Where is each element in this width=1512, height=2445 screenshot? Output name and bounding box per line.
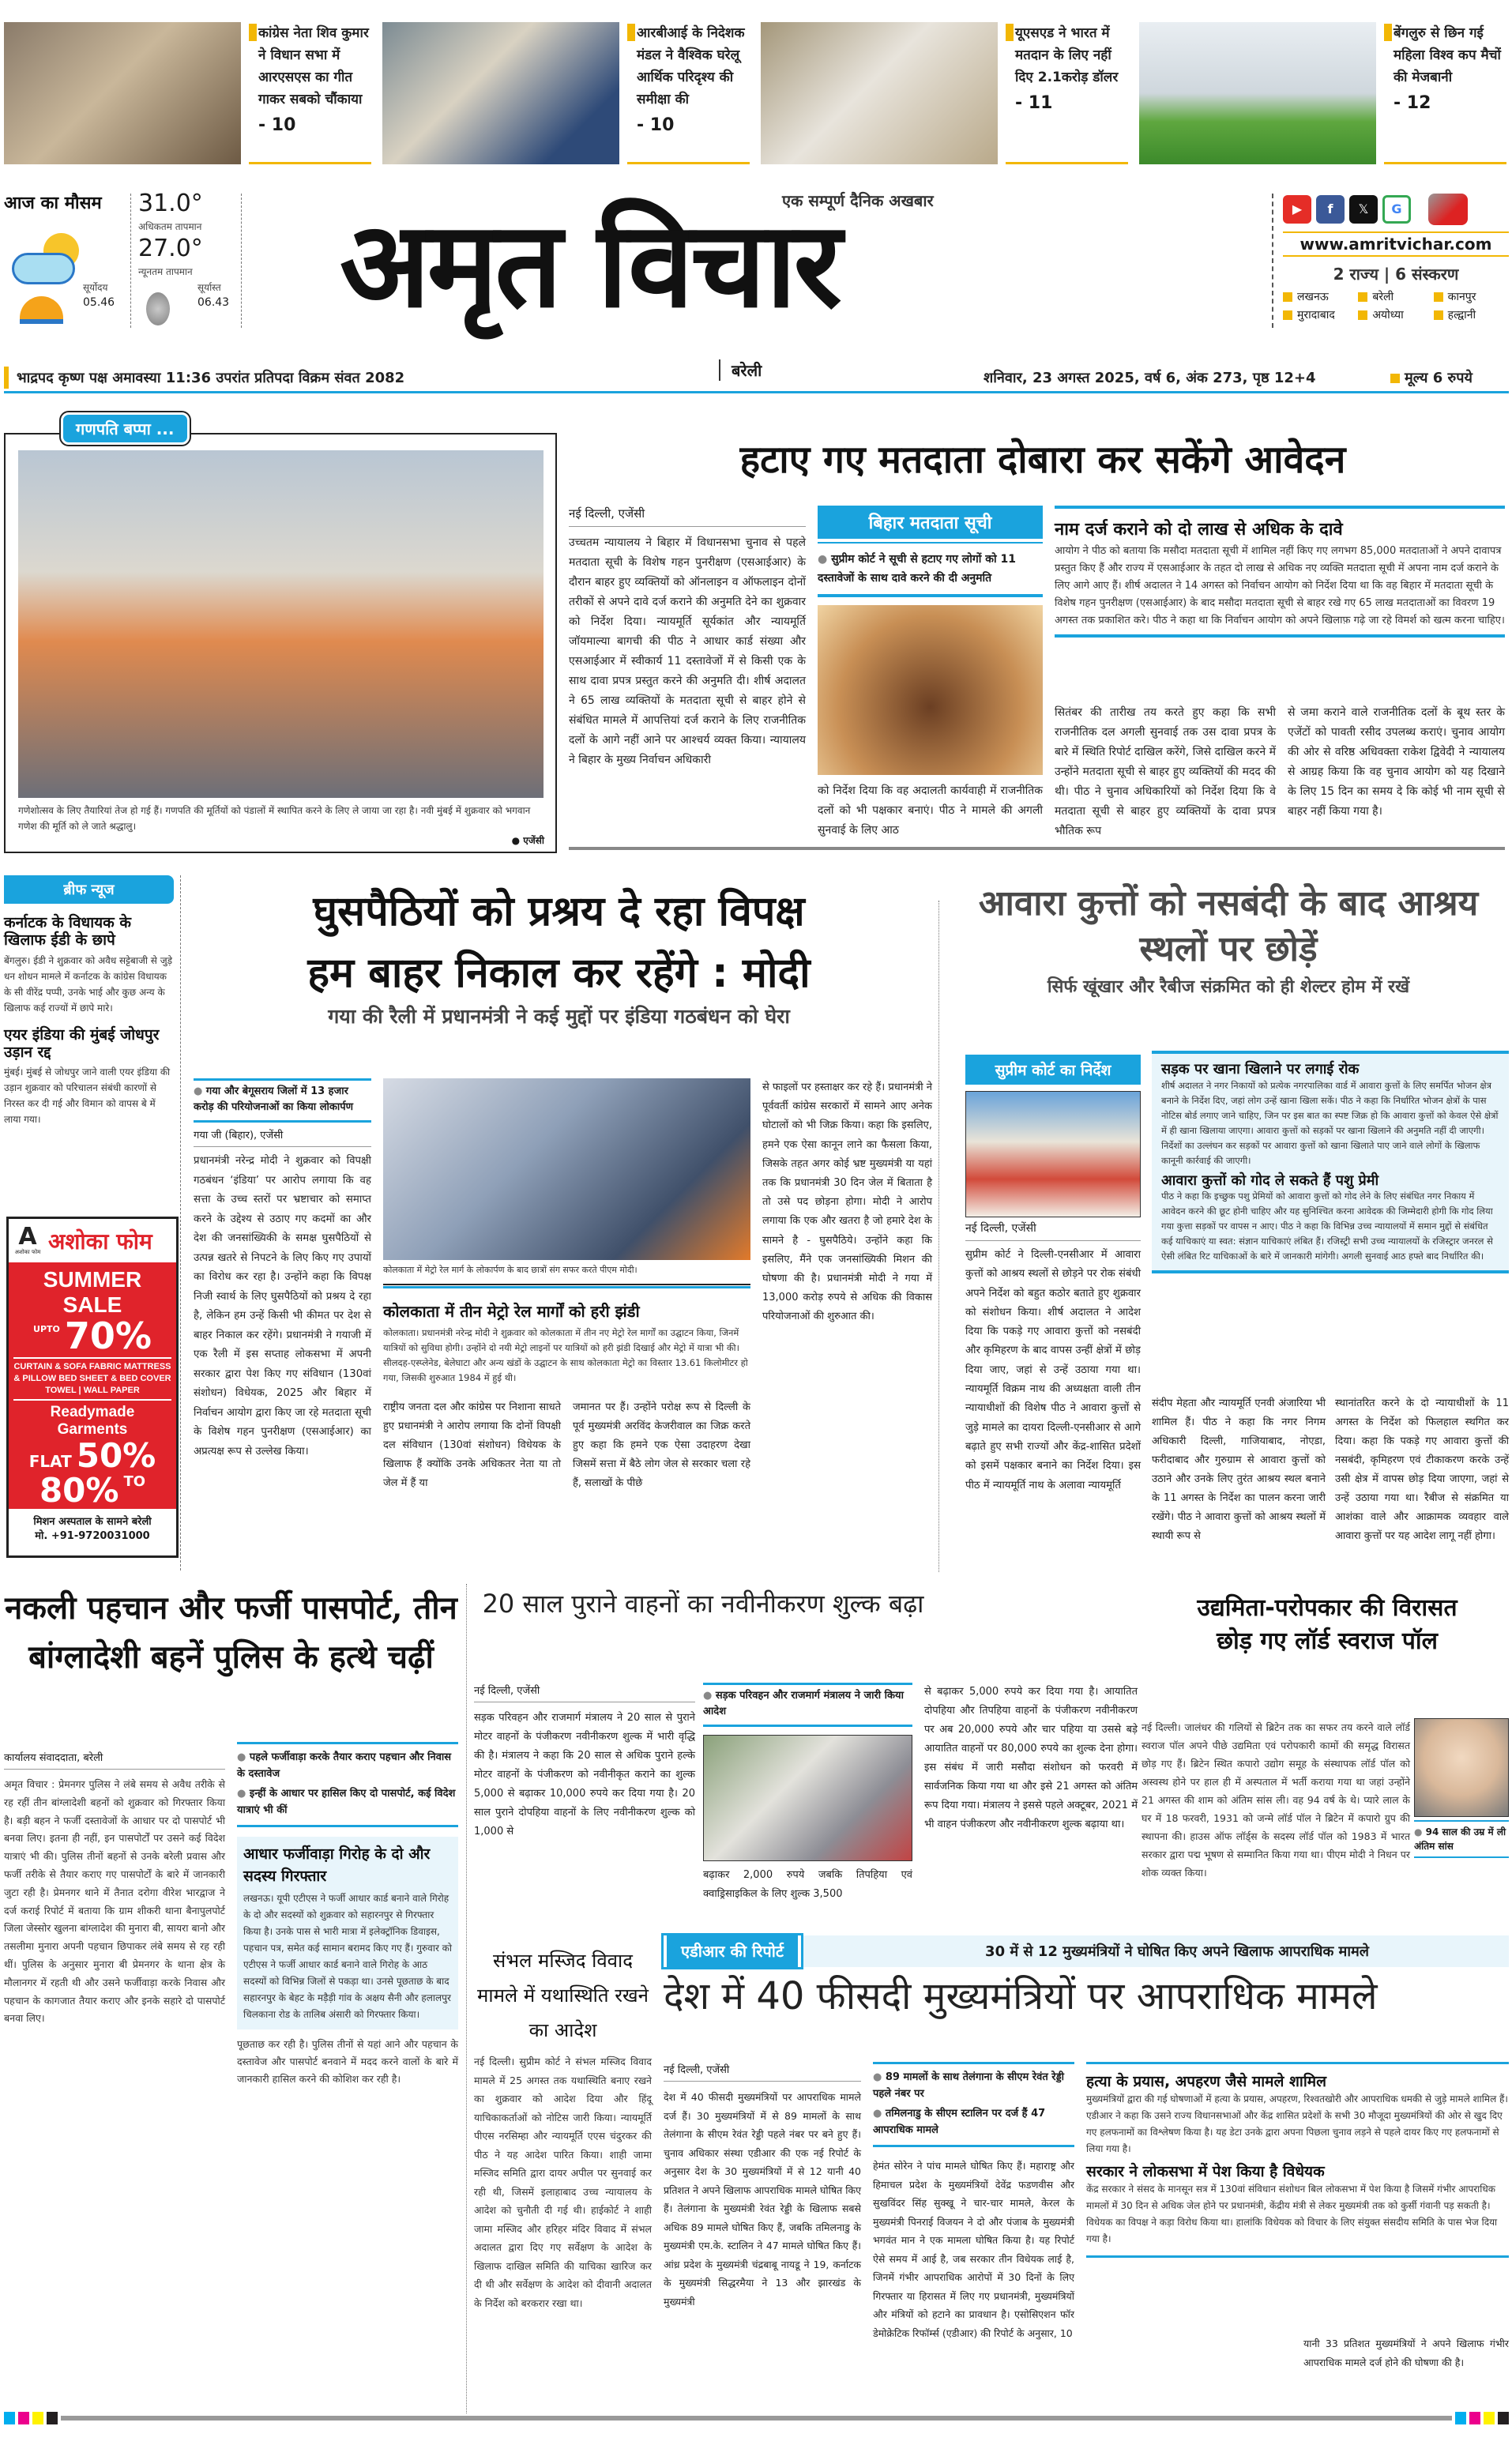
weather-box <box>4 190 241 328</box>
max-temp: 31.0° <box>138 190 203 217</box>
modi-col3 <box>573 1398 750 1493</box>
voters-story <box>581 438 1505 482</box>
teaser-text: आरबीआई के निदेशक मंडल ने वैश्विक घरेलू आर्थिक परिदृश्य की समीक्षा की <box>637 25 745 107</box>
vehicle-headline[interactable]: 20 साल पुराने वाहनों का नवीनीकरण शुल्क बढ़ा <box>482 1589 924 1619</box>
max-temp-label: अधिकतम तापमान <box>138 221 202 232</box>
voters-text-2: को निर्देश दिया कि वह अदालती कार्यवाही में राजनीतिक दलों को भी पक्षकार बनाएं। पीठ ने मामले की अगली सुनवाई के लिए आठ <box>818 784 1043 837</box>
adr-text-3: यानी 33 प्रतिशत मुख्यमंत्रियों ने अपने खिलाफ गंभीर आपराधिक मामले दर्ज होने की घोषणा की है। <box>1303 2338 1509 2368</box>
x-icon[interactable]: 𝕏 <box>1349 195 1378 224</box>
ad-brand: अशोका फोम <box>48 1228 152 1254</box>
edition-city-item: अयोध्या <box>1358 307 1433 322</box>
modi-headline-2[interactable]: हम बाहर निकाल कर रहेंगे : मोदी <box>307 950 811 997</box>
dogs-side-text-1: शीर्ष अदालत ने नगर निकायों को प्रत्येक नगरपालिका वार्ड में आवारा कुत्तों के लिए समर्पित भोजन क्षेत्र बनाने के निर्देश दिए, जहां लोग उन्हें खाना खिला सकें। पीठ ने कहा कि निर्धारित भोजन क्षेत्रों के पास नोटिस बोर्ड लगाए जाने चाहिए, जिन पर इस बात का स्पष्ट जिक्र हो कि आवारा कुत्तों को केवल ऐसे क्षेत्रों में ही खाना खिलाया जाएगा। आवारा कुत्तों को सड़कों पर खाना खिलाने की अनुमति नहीं दी जाएगी। निर्देशों का उल्लंघन कर सड़कों पर आवारा कुत्तों को खाना खिलाते पाए जाने वाले लोगों के खिलाफ कानूनी कार्रवाई की जाएगी। <box>1161 1079 1499 1166</box>
ad-upto: UPTO <box>33 1324 60 1334</box>
modi-dateline: गया जी (बिहार), एजेंसी <box>194 1127 371 1147</box>
ad-items: CURTAIN & SOFA FABRIC MATTRESS & PILLOW BED SHEET & BED COVER TOWEL | WALL PAPER <box>13 1357 171 1401</box>
vehicle-col2 <box>703 1683 912 1904</box>
ganpati-tag: गणपति बप्पा ... <box>61 412 190 445</box>
modi-bullet: ● गया और बेगूसराय जिलों में 13 हजार करोड़ की परियोजनाओं का किया लोकार्पण <box>194 1084 371 1123</box>
sambhal-text: नई दिल्ली। सुप्रीम कोर्ट ने संभल मस्जिद विवाद मामले में 25 अगस्त तक यथास्थिति बनाए रखने का शुक्रवार को आदेश दिया और हिंदू याचिकाकर्ताओं को नोटिस जारी किया। न्यायमूर्ति पीएस नरसिम्हा और न्यायमूर्ति एएस चंदुरकर की पीठ ने यह आदेश पारित किया। शाही जामा मस्जिद समिति द्वारा दायर अपील पर सुनवाई कर रही थी, जिसमें इलाहाबाद उच्च न्यायालय के आदेश को चुनौती दी गई थी। हाईकोर्ट ने शाही जामा मस्जिद और हरिहर मंदिर विवाद में संभल अदालत द्वारा दिए गए सर्वेक्षण के आदेश के खिलाफ दाखिल समिति की याचिका खारिज कर दी थी और सर्वेक्षण के आदेश को दीवानी अदालत के निर्देश को बरकरार रखा था। <box>474 2056 652 2309</box>
metro-text: कोलकाता। प्रधानमंत्री नरेन्द्र मोदी ने शुक्रवार को कोलकाता में तीन नए मेट्रो रेल मार्गों का उद्घाटन किया, जिनमें यात्रियों को सुविधा होगी। उन्होंने दो नयी मेट्रो लाइनों पर यात्रियों को हरी झंडी दिखाई और मेट्रो में यात्रा भी की। सीलदह-एस्प्लेनेड, बेलेघाटा और अन्य खंडों के उद्घाटन के साथ कोलकाता मेट्रो का विस्तार 13.61 किलोमीटर हो गया, जिसकी शुरुआत 1984 में हुई थी। <box>383 1327 748 1383</box>
ad-to: TO <box>123 1473 146 1490</box>
edition-city-item: लखनऊ <box>1283 289 1358 304</box>
website-link[interactable]: www.amritvichar.com <box>1283 231 1509 257</box>
ad-80: 80% <box>39 1471 119 1510</box>
voters-text-4: से जमा कराने वाले राजनीतिक दलों के बूथ स्तर के एजेंटों को पावती रसीद उपलब्ध कराएं। चुनाव आयोग की ओर से वरिष्ठ अधिवक्ता राकेश द्विवेदी ने न्यायालय से आग्रह किया कि वह चुनाव आयोग को यह दिखाने के लिए 15 दिन का समय दे कि कोई भी नाम सूची से बाहर नहीं किया गया है। <box>1288 706 1505 818</box>
voters-col2 <box>818 506 1043 841</box>
metro-photo <box>383 1078 750 1260</box>
voters-text-3: सितंबर की तारीख तय करते हुए कहा कि सभी राजनीतिक दल अगली सुनवाई तक उस दावा प्रपत्र के बारे में स्थिति रिपोर्ट दाखिल करेंगे, जिसे दाखिल करने में उन्होंने मतदाता सूची से बाहर हुए व्यक्तियों की मदद की थी। पीठ ने चुनाव अधिकारियों को निर्देश दिया कि वे मतदाता सूची से बाहर हुए व्यक्तियों के दावा प्रपत्र भौतिक रूप <box>1055 706 1276 837</box>
adr-col3 <box>1303 2334 1509 2372</box>
youtube-icon[interactable]: ▶ <box>1283 195 1311 224</box>
adr-bullet: ● 89 मामलों के साथ तेलंगाना के सीएम रेवंत रेड्डी पहले नंबर पर <box>873 2069 1074 2102</box>
traffic-photo <box>703 1735 912 1861</box>
brief-headline[interactable]: कर्नाटक के विधायक के खिलाफ ईडी के छापे <box>4 914 131 949</box>
modi-text-4: से फाइलों पर हस्ताक्षर कर रहे हैं। प्रधानमंत्री ने पूर्ववर्ती कांग्रेस सरकारों में सामने आए अनेक घोटालों को भी जिक्र किया। कहा कि इसलिए, हमने एक ऐसा कानून लाने का फैसला किया, जिसके तहत अगर कोई भ्रष्ट मुख्यमंत्री या यहां तक कि प्रधानमंत्री 30 दिन जेल में बिताता है तो उसे पद छोड़ना होगा। मोदी ने आरोप लगाया कि एक और खतरा है जो हमारे देश के सामने है - घुसपैठिये। उन्होंने कहा कि इसलिए, मैंने एक जनसांख्यिकी मिशन की घोषणा की है। प्रधानमंत्री मोदी ने गया में 13,000 करोड़ रुपये से अधिक की विकास परियोजनाओं की शुरुआत की। <box>762 1081 932 1323</box>
voters-text-1: उच्चतम न्यायालय ने बिहार में विधानसभा चुनाव से पहले मतदाता सूची के विशेष गहन पुनरीक्षण (एसआईआर) के दौरान बाहर हुए व्यक्तियों को ऑनलाइन व ऑफलाइन दोनों तरीकों से अपने दावे दर्ज कराने की अनुमति देने का शुक्रवार को निर्देश दिया। न्यायमूर्ति सूर्यकांत और न्यायमूर्ति जॉयमाल्या बागची की पीठ ने आधार कार्ड संख्या और एसआईआर में स्वीकार्य 11 दस्तावेजों में से किसी एक के साथ दावा प्रपत्र प्रस्तुत करने की अनुमति दी। शीर्ष अदालत ने 65 लाख व्यक्तियों के मतदाता सूची से बाहर होने से संबंधित मामले में आपत्तियां दर्ज कराने के लिए राजनीतिक दलों के आगे नहीं आने पर आश्चर्य व्यक्त किया। न्यायालय ने बिहार के मुख्य निर्वाचन अधिकारी <box>569 536 806 766</box>
dogs-text-1: सुप्रीम कोर्ट ने दिल्ली-एनसीआर में आवारा कुत्तों को आश्रय स्थलों से छोड़ने पर रोक संबंधी अपने निर्देश को बहुत कठोर बताते हुए शुक्रवार को संशोधन किया। शीर्ष अदालत ने आदेश दिया कि पकड़े गए आवारा कुत्तों को नसबंदी और कृमिहरण के बाद वापस उन्हीं क्षेत्रों में छोड़ दिया जाए, जहां से उन्हें उठाया गया था। न्यायमूर्ति विक्रम नाथ की अध्यक्षता वाली तीन न्यायाधीशों की विशेष पीठ ने आवारा कुत्तों से जुड़े मामले का दायरा दिल्ली-एनसीआर से आगे बढ़ाते हुए सभी राज्यों और केंद्र-शासित प्रदेशों को इसमें पक्षकार बनाने का निर्देश दिया। इस पीठ में न्यायमूर्ति नाथ के अलावा न्यायमूर्ति <box>965 1249 1141 1491</box>
voters-sidebar <box>1055 506 1505 638</box>
aadhaar-headline[interactable]: आधार फर्जीवाड़ा गिरोह के दो और सदस्य गिरफ्तार <box>243 1845 431 1885</box>
masthead <box>340 191 1027 380</box>
dogs-subheadline: सिर्फ खूंखार और रैबीज संक्रमित को ही शेल्टर होम में रखें <box>1047 977 1410 997</box>
ganpati-photo <box>18 450 543 798</box>
bangladeshi-header <box>4 1584 458 1682</box>
swraj-photo-block <box>1414 1718 1509 1858</box>
modi-headline-1[interactable]: घुसपैठियों को प्रश्रय दे रहा विपक्ष <box>313 888 805 935</box>
teaser-text: यूएसएड ने भारत में मतदान के लिए नहीं दिए 2.1करोड़ डॉलर <box>1015 25 1119 85</box>
bangladeshi-col2 <box>237 1742 458 2088</box>
price: मूल्य 6 रुपये <box>1390 368 1473 387</box>
teaser-text: कांग्रेस नेता शिव कुमार ने विधान सभा में आरएसएस का गीत गाकर सबको चौंकाया <box>258 25 369 107</box>
modi-text-2: राष्ट्रीय जनता दल और कांग्रेस पर निशाना साधते हुए प्रधानमंत्री ने आरोप लगाया कि दोनों विपक्षी दल संविधान (130वां संशोधन) विधेयक के खिलाफ हैं क्योंकि उनके अधिकतर नेता या तो जेल में हैं या <box>383 1401 561 1489</box>
bangladeshi-bullet: ● इन्हीं के आधार पर हासिल किए दो पासपोर्ट, कई विदेश यात्राएं भी कीं <box>237 1785 458 1827</box>
dogs-dateline: नई दिल्ली, एजेंसी <box>965 1221 1141 1241</box>
swraj-header <box>1145 1592 1509 1658</box>
bangladeshi-dateline: कार्यालय संवाददाता, बरेली <box>4 1750 225 1770</box>
microphone-icon <box>1428 194 1468 225</box>
adr-col2 <box>873 2062 1074 2342</box>
supreme-court-photo <box>965 1091 1141 1217</box>
teaser-photo <box>761 22 998 164</box>
swraj-text: नई दिल्ली। जालंधर की गलियों से ब्रिटेन तक का सफर तय करने वाले लॉर्ड स्वराज पॉल अपने पीछे उद्यमिता एवं परोपकारी कामों की समृद्ध विरासत छोड़ गए हैं। ब्रिटेन स्थित कपारो उद्योग समूह के संस्थापक लॉर्ड पॉल को अस्वस्थ होने पर हाल ही में अस्पताल में भर्ती कराया गया था जहां उन्होंने 21 अगस्त की शाम को अंतिम सांस ली। वह 94 वर्ष के थे। प्यारे लाल के घर में 18 फरवरी, 1931 को जन्मे लॉर्ड पॉल ने ब्रिटेन में कपारो ग्रुप की स्थापना की। हाउस ऑफ लॉर्ड्स के सदस्य लॉर्ड पॉल को 1983 में भारत सरकार द्वारा पद्म भूषण से सम्मानित किया गया था। पीएम मोदी ने निधन पर शोक व्यक्त किया। <box>1142 1721 1410 1879</box>
vehicle-col1 <box>474 1683 695 1841</box>
teaser-page: - 11 <box>1015 93 1053 113</box>
brief-headline[interactable]: एयर इंडिया की मुंबई जोधपुर उड़ान रद्द <box>4 1025 160 1061</box>
swraj-headline-2[interactable]: छोड़ गए लॉर्ड स्वराज पॉल <box>1216 1627 1439 1655</box>
vehicle-text-1: सड़क परिवहन और राजमार्ग मंत्रालय ने 20 साल से पुराने मोटर वाहनों के पंजीकरण नवीनीकरण शुल्क में भारी वृद्धि की है। मंत्रालय ने कहा कि 20 साल से अधिक पुराने हल्के मोटर वाहनों के पंजीकरण को नवीनीकृत कराने का शुल्क 5,000 से बढ़ाकर 10,000 रुपये कर दिया गया है। 20 साल पुराने दोपहिया वाहनों के लिए नवीनीकरण शुल्क को 1,000 से <box>474 1712 695 1838</box>
adr-sidebar <box>1086 2062 1509 2258</box>
swraj-caption: ● 94 साल की उम्र में ली अंतिम सांस <box>1414 1825 1509 1853</box>
teaser-rbi[interactable] <box>382 22 750 164</box>
teaser-photo <box>4 22 241 164</box>
facebook-icon[interactable]: f <box>1316 195 1345 224</box>
dogs-headline[interactable]: आवारा कुत्तों को नसबंदी के बाद आश्रय स्थलों पर छोड़ें <box>978 883 1479 969</box>
voters-tag: बिहार मतदाता सूची <box>818 506 1043 542</box>
dogs-sidebar <box>1152 1051 1509 1273</box>
adr-strapline: 30 में से 12 मुख्यमंत्रियों ने घोषित किए अपने खिलाफ आपराधिक मामले <box>985 1943 1369 1960</box>
ad-70: 70% <box>64 1315 152 1357</box>
brief-text: मुंबई। मुंबई से जोधपुर जाने वाली एयर इंडिया की उड़ान शुक्रवार को परिचालन संबंधी कारणों से निरस्त कर दी गई और विमान को वापस बे में लाया गया। <box>4 1066 171 1126</box>
ad-logo: A अशोका फोम <box>14 1223 41 1255</box>
modi-text-1: प्रधानमंत्री नरेन्द्र मोदी ने शुक्रवार को विपक्षी गठबंधन ‘इंडिया’ पर आरोप लगाया कि वह सत्ता के उच्च स्तरों पर भ्रष्टाचार को समाप्त करने के उद्देश्य से उठाए गए कदमों का और देश की जनसांख्यिकी के समक्ष घुसपैठियों से उत्पन्न खतरे से निपटने के लिए किए गए उपायों का विरोध कर रहा है। उन्होंने कहा कि विपक्ष निजी स्वार्थ के लिए घुसपैठियों को प्रश्रय दे रहा है, लेकिन हम उन्हें किसी भी कीमत पर देश से बाहर निकाल कर रहेंगे। प्रधानमंत्री ने गयाजी में एक रैली में इस सप्ताह लोकसभा में अपनी सरकार द्वारा पेश किए गए संविधान (130वां संशोधन) विधेयक, 2025 और बिहार में निर्वाचन आयोग द्वारा किए जा रहे मतदाता सूची के विशेष गहन पुनरीक्षण (एसआईआर) का अप्रत्यक्ष रूप से उल्लेख किया। <box>194 1155 371 1458</box>
brief-news-tag: ब्रीफ न्यूज <box>4 875 174 904</box>
dogs-col1 <box>965 1055 1141 1495</box>
modi-col4 <box>762 1078 932 1327</box>
vehicle-text-3: से बढ़ाकर 5,000 रुपये कर दिया गया है। आयातित दोपहिया और तिपहिया वाहनों के पंजीकरण नवीनीकरण पर अब 20,000 रुपये और चार पहिया या उससे बड़े आयातित वाहनों पर 80,000 रुपये का शुल्क देना होगा। इस संबंध में जारी मसौदा संशोधन को फरवरी में सार्वजनिक किया गया था और इसे 21 अगस्त को अंतिम रूप दिया गया। मंत्रालय ने इससे पहले अक्टूबर, 2021 में भी वाहन पंजीकरण और नवीनीकरण शुल्क बढ़ाया था। <box>924 1686 1138 1830</box>
swraj-text-block <box>1142 1718 1410 1882</box>
modi-col2 <box>383 1398 561 1493</box>
voters-col4 <box>1288 703 1505 822</box>
ganpati-caption: गणेशोत्सव के लिए तैयारियां तेज हो गई हैं। गणपति की मूर्तियों को पंडालों में स्थापित करने के लिए ले जाया जा रहा है। नवी मुंबई में शुक्रवार को भगवान गणेश की मूर्ति को ले जाते श्रद्धालु। <box>18 805 531 832</box>
masthead-right <box>1272 194 1509 328</box>
sambhal-story <box>474 1943 652 2312</box>
ad-50: 50% <box>76 1436 156 1475</box>
teaser-page: - 10 <box>637 115 675 135</box>
sambhal-headline[interactable]: संभल मस्जिद विवाद मामले में यथास्थिति रखने का आदेश <box>477 1950 649 2041</box>
adr-side-headline-1: हत्या के प्रयास, अपहरण जैसे मामले शामिल <box>1086 2073 1327 2090</box>
dogs-text-2: संदीप मेहता और न्यायमूर्ति एनवी अंजारिया भी शामिल हैं। पीठ ने कहा कि नगर निगम अधिकारी दिल्ली, गाजियाबाद, नोएडा, फरीदाबाद और गुरुग्राम से आवारा कुत्तों को उठाने और उनके लिए तुरंत आश्रय स्थल बनाने के 11 अगस्त के निर्देश का पालन करना जारी रखेंगे। पीठ ने आवारा कुत्तों को आश्रय स्थलों में स्थायी रूप से <box>1152 1397 1326 1542</box>
ad-garments: Readymade Garments <box>50 1404 135 1438</box>
ad-flat: FLAT <box>28 1452 72 1471</box>
voters-col1 <box>569 506 806 770</box>
dogs-col3 <box>1335 1394 1509 1546</box>
dogs-side-text-2: पीठ ने कहा कि इच्छुक पशु प्रेमियों को आवारा कुत्तों को गोद लेने के लिए संबंधित नगर निकाय में आवेदन करने की छूट होनी चाहिए और यह सुनिश्चित करना आवेदक की जिम्मेदारी होगी कि गोद लिया गया कुत्ता सड़कों पर वापस न आए। पीठ ने कहा कि विभिन्न उच्च न्यायालयों में समान मुद्दों से संबंधित कई याचिकाएं या स्वत: संज्ञान याचिकाएं लंबित हैं। रजिस्ट्री सभी उच्च न्यायालयों के रजिस्ट्रार जनरल से ऐसी लंबित रिट याचिकाओं के बारे में जानकारी मांगेगी। अगली सुनवाई आठ हफ्ते बाद निर्धारित की। <box>1161 1191 1493 1262</box>
teaser-text: बेंगलुरु से छिन गई महिला विश्व कप मैचों की मेजबानी <box>1394 25 1501 85</box>
panchang: भाद्रपद कृष्ण पक्ष अमावस्या 11:36 उपरांत प्रतिपदा विक्रम संवत 2082 <box>17 370 405 386</box>
issue-date: शनिवार, 23 अगस्त 2025, वर्ष 6, अंक 273, पृष्ठ 12+4 <box>984 370 1316 386</box>
sunrise-icon <box>20 296 63 324</box>
weather-title: आज का मौसम <box>4 194 102 213</box>
teaser-photo <box>1139 22 1376 164</box>
sunrise-label: सूर्योदय <box>83 282 108 293</box>
edition-city-item: कानपुर <box>1434 289 1509 304</box>
teaser-shivkumar[interactable] <box>4 22 371 164</box>
edition-city-item: बरेली <box>1358 289 1433 304</box>
edition-city: बरेली <box>719 359 762 381</box>
voters-side-text: आयोग ने पीठ को बताया कि मसौदा मतदाता सूची में शामिल नहीं किए गए लगभग 85,000 मतदाताओं ने अपने दावापत्र प्रस्तुत किए हैं और राज्य में एसआईआर के तहत दो लाख से अधिक नए व्यक्ति मतदाता सूची में अपना नाम दर्ज कराने के लिए आगे आए हैं। शीर्ष अदालत ने 14 अगस्त को निर्वाचन आयोग को निर्देश दिया था कि वह बिहार में मतदाता सूची के विशेष गहन पुनरीक्षण (एसआईआर) के बाद मसौदा मतदाता सूची से बाहर रखे गए 65 लाख मतदाताओं का विवरण 19 अगस्त तक प्रकाशित करे। पीठ ने कहा था कि निर्वाचन आयोग को अपने खिलाफ़ गढ़े जा रहे विमर्श को खत्म करना चाहिए। <box>1055 545 1505 627</box>
vehicle-dateline: नई दिल्ली, एजेंसी <box>474 1683 695 1702</box>
adr-headline-box <box>664 1975 1509 2018</box>
teaser-page: - 12 <box>1394 93 1431 113</box>
voters-side-headline: नाम दर्ज कराने को दो लाख से अधिक के दावे <box>1055 520 1343 540</box>
modi-story-header <box>190 881 928 1029</box>
modi-col1 <box>194 1078 371 1461</box>
metro-photo-caption: कोलकाता में मेट्रो रेल मार्ग के लोकार्पण के बाद छात्रों संग सफर करते पीएम मोदी। <box>383 1265 638 1275</box>
dogs-text-3: स्थानांतरित करने के दो न्यायाधीशों के 11 अगस्त के निर्देश को फिलहाल स्थगित कर दिया। कहा कि पकड़े गए आवारा कुत्तों की नसबंदी, कृमिहरण एवं टीकाकरण करके उन्हें उसी क्षेत्र में वापस छोड़ दिया जाएगा, जहां से उन्हें उठाया गया था। रैबीज से संक्रमित या आशंका वाले और आक्रामक व्यवहार वाले आवारा कुत्तों पर यह आदेश लागू नहीं होगा। <box>1335 1397 1509 1542</box>
modi-subheadline: गया की रैली में प्रधानमंत्री ने कई मुद्दों पर इंडिया गठबंधन को घेरा <box>328 1005 790 1028</box>
voters-headline[interactable]: हटाए गए मतदाता दोबारा कर सकेंगे आवेदन <box>739 438 1346 482</box>
min-temp: 27.0° <box>138 235 203 262</box>
vehicle-header <box>474 1589 932 1619</box>
adr-side-headline-2: सरकार ने लोकसभा में पेश किया है विधेयक <box>1086 2162 1325 2180</box>
teaser-page: - 10 <box>258 115 296 135</box>
bangladeshi-text-1: अमृत विचार : प्रेमनगर पुलिस ने लंबे समय से अवैध तरीके से रह रहीं तीन बांग्लादेशी बहनों को शुक्रवार को गिरफ्तार किया है। बड़ी बहन ने फर्जी दस्तावेजों के आधार पर दो पासपोर्ट भी बनवा लिए। इतना ही नहीं, इन पासपोर्टों पर उसने कई विदेश यात्राएं भी की। पुलिस तीनों बहनों से उनके बरेली प्रवास और फर्जी तरीके से तैयार कराए गए पासपोर्टों के बारे में जानकारी जुटा रही है। प्रेमनगर थाने में तैनात दरोगा वीरेश भारद्वाज ने दर्ज कराई रिपोर्ट में बताया कि ग्राम शीकरी थाना बैनापुलपोर्ट जिला जेस्सोर खुलना बांग्लादेश की मुनारा बी, सायरा बानो और तसलीमा मुनारा अपनी पहचान छिपाकर लंबे समय से रह रही थीं। पुलिस के अनुसार मुनारा बी प्रेमनगर के थाना क्षेत्र के मौलानगर में रहती थी और उसने फर्जीवाड़ा करके निवास और पहचान के कागजात तैयार कराए और इनके सहारे दो पासपोर्ट बनवा लिए। <box>4 1778 225 2025</box>
voters-dateline: नई दिल्ली, एजेंसी <box>569 506 806 527</box>
dogs-side-headline-1: सड़क पर खाना खिलाने पर लगाई रोक <box>1161 1061 1360 1078</box>
ad-sale: SUMMER SALE <box>43 1267 142 1317</box>
aadhaar-box <box>237 1837 458 2029</box>
voters-col3 <box>1055 703 1276 841</box>
adr-headline[interactable]: देश में 40 फीसदी मुख्यमंत्रियों पर आपराधिक मामले <box>664 1974 1378 2018</box>
bangladeshi-headline[interactable]: नकली पहचान और फर्जी पासपोर्ट, तीन बांग्लादेशी बहनें पुलिस के हत्थे चढ़ीं <box>5 1589 457 1676</box>
vehicle-text-2: बढ़ाकर 2,000 रुपये जबकि तिपहिया एवं क्वाड्रिसाइकिल के लिए शुल्क 3,500 <box>703 1869 912 1900</box>
bangladeshi-col1 <box>4 1750 225 2028</box>
brief-news <box>4 875 174 1127</box>
editions-count: 2 राज्य | 6 संस्करण <box>1333 265 1459 284</box>
tagline: एक सम्पूर्ण दैनिक अखबार <box>782 191 934 210</box>
teaser-usaid[interactable] <box>761 22 1128 164</box>
ad-phone: मो. +91-9720031000 <box>35 1530 150 1542</box>
vehicle-col3 <box>924 1683 1138 1834</box>
sunrise-time: 05.46 <box>83 296 115 309</box>
adr-side-text-2: केंद्र सरकार ने संसद के मानसून सत्र में 130वां संविधान संशोधन बिल लोकसभा में पेश किया है जिसमें गंभीर आपराधिक मामलों में 30 दिन से अधिक जेल होने पर प्रधानमंत्री, केंद्रीय मंत्री से लेकर मुख्यमंत्री तक को कुर्सी गंवानी पड़ सकती है। विधेयक का विपक्ष ने कड़ा विरोध किया था। हालांकि विधेयक को विचार के लिए संयुक्त संसदीय समिति के पास भेज दिया गया है। <box>1086 2183 1498 2244</box>
gavel-photo <box>818 605 1043 775</box>
brief-text: बेंगलुरु। ईडी ने शुक्रवार को अवैध सट्टेबाजी से जुड़े धन शोधन मामले में कर्नाटक के कांग्रेस विधायक के सी वीरेंद्र पप्पी, उनके भाई और कुछ अन्य के खिलाफ कई राज्यों में छापे मारे। <box>4 954 173 1014</box>
metro-headline[interactable]: कोलकाता में तीन मेट्रो रेल मार्गों को हरी झंडी <box>383 1302 640 1321</box>
newspaper-logo: अमृत विचार <box>340 195 839 334</box>
dogs-story-header <box>948 881 1509 997</box>
min-temp-label: न्यूनतम तापमान <box>138 266 193 277</box>
adr-text-2: हेमंत सोरेन ने पांच मामले घोषित किए हैं। महाराष्ट्र और हिमाचल प्रदेश के मुख्यमंत्रियों देवेंद्र फडणवीस और सुखविंदर सिंह सुक्खू ने चार-चार मामले, केरल के मुख्यमंत्री पिनराई विजयन ने दो और पंजाब के मुख्यमंत्री भगवंत मान ने एक मामला घोषित किया है। यह रिपोर्ट ऐसे समय में आई है, जब सरकार तीन विधेयक लाई है, जिनमें गंभीर आपराधिक आरोपों में 30 दिनों के लिए गिरफ्तार या हिरासत में लिए गए प्रधानमंत्री, मुख्यमंत्रियों और मंत्रियों को हटाने का प्रावधान है। एसोसिएशन फॉर डेमोक्रेटिक रिफॉर्म्स (एडीआर) की रिपोर्ट के अनुसार, 10 <box>873 2160 1074 2339</box>
dateline-bar <box>4 365 1509 393</box>
cloud-sun-icon <box>12 229 83 288</box>
sunset-time: 06.43 <box>197 296 230 309</box>
teaser-photo <box>382 22 619 164</box>
adr-strap <box>664 1935 1509 1967</box>
modi-text-3: जमानत पर हैं। उन्होंने परोक्ष रूप से दिल्ली के पूर्व मुख्यमंत्री अरविंद केजरीवाल का जिक्र करते हुए कहा कि हमने एक ऐसा उदाहरण देखा जिसमें सत्ता में बैठे लोग जेल से सरकार चला रहे हैं, सलाखों के पीछे <box>573 1401 750 1489</box>
voters-bullet: ● सुप्रीम कोर्ट ने सूची से हटाए गए लोगों को 11 दस्तावेजों के साथ दावे करने की दी अनुमति <box>818 550 1043 597</box>
adr-dateline: नई दिल्ली, एजेंसी <box>664 2062 861 2082</box>
adr-col1 <box>664 2062 861 2311</box>
ad-address: मिशन अस्पताल के सामने बरेली <box>33 1516 152 1528</box>
edition-cities <box>1283 289 1509 322</box>
modi-photo-block <box>383 1078 750 1386</box>
edition-city-item: हल्द्वानी <box>1434 307 1509 322</box>
adr-text-1: देश में 40 फीसदी मुख्यमंत्रियों पर आपराधिक मामले दर्ज हैं। 30 मुख्यमंत्रियों में से 89 मामलों के साथ तेलंगाना के सीएम रेवंत रेड्डी पहले नंबर पर बने हुए हैं। चुनाव अधिकार संस्था एडीआर की एक नई रिपोर्ट के अनुसार देश के 30 मुख्यमंत्रियों में से 12 यानी 40 प्रतिशत ने अपने खिलाफ आपराधिक मामले घोषित किए हैं। तेलंगाना के मुख्यमंत्री रेवंत रेड्डी के खिलाफ सबसे अधिक 89 मामले घोषित किए हैं, जबकि तमिलनाडु के मुख्यमंत्री एम.के. स्टालिन ने 47 मामले घोषित किए हैं। आंध्र प्रदेश के मुख्यमंत्री चंद्रबाबू नायडू ने 19, कर्नाटक के मुख्यमंत्री सिद्धरमैया ने 13 और झारखंड के मुख्यमंत्री <box>664 2091 861 2308</box>
bangladeshi-bullet: ● पहले फर्जीवाड़ा करके तैयार कराए पहचान और निवास के दस्तावेज <box>237 1749 458 1782</box>
adr-side-text-1: मुख्यमंत्रियों द्वारा की गई घोषणाओं में हत्या के प्रयास, अपहरण, रिश्वतखोरी और आपराधिक धमकी से जुड़े मामले शामिल हैं। एडीआर ने कहा कि उसने राज्य विधानसभाओं और केंद्र शासित प्रदेशों के सभी 30 मौजूदा मुख्यमंत्रियों की ओर से खुद दिए गए हलफनामों का विश्लेषण किया है। यह डेटा उनके द्वारा अपना पिछला चुनाव लड़ने से पहले दायर किए गए हलफनामों से लिया गया है। <box>1086 2093 1508 2154</box>
swraj-photo <box>1414 1718 1509 1817</box>
ashoka-foam-ad[interactable] <box>6 1217 179 1558</box>
sunset-label: सूर्यास्त <box>197 282 221 293</box>
ganpati-photo-box <box>4 419 557 853</box>
teaser-worldcup[interactable] <box>1139 22 1506 164</box>
google-icon[interactable]: G <box>1382 195 1411 224</box>
dogs-col2 <box>1152 1394 1326 1546</box>
vehicle-bullet: ● सड़क परिवहन और राजमार्ग मंत्रालय ने जारी किया आदेश <box>703 1688 912 1727</box>
swraj-headline-1[interactable]: उद्यमिता-परोपकार की विरासत <box>1197 1594 1457 1622</box>
edition-city-item: मुरादाबाद <box>1283 307 1358 322</box>
bangladeshi-text-2: पूछताछ कर रही है। पुलिस तीनों से यहां आने और पहचान के दस्तावेज और पासपोर्ट बनवाने में मदद करने वालों के बारे में जानकारी हासिल करने की कोशिश कर रही है। <box>237 2038 458 2085</box>
dogs-side-headline-2: आवारा कुत्तों को गोद ले सकते हैं पशु प्रेमी <box>1161 1172 1379 1189</box>
moon-icon <box>146 292 170 325</box>
social-icons <box>1283 194 1509 225</box>
aadhaar-text: लखनऊ। यूपी एटीएस ने फर्जी आधार कार्ड बनाने वाले गिरोह के दो और सदस्यों को शुक्रवार को सहारनपुर से गिरफ्तार किया है। उनके पास से भारी मात्रा में इलेक्ट्रॉनिक डिवाइस, पहचान पत्र, समेत कई सामान बरामद किए गए हैं। गुरुवार को एटीएस ने फर्जी आधार कार्ड बनाने वाले गिरोह के आठ सदस्यों को विभिन्न जिलों से पकड़ा था। उनसे पूछताछ के बाद सहारनपुर के बेहट के मड़ैड़ी गांव के अक्षय सैनी और हलालपुर चिलकाना रोड के तालिब अंसारी को गिरफ्तार किया। <box>243 1893 453 2020</box>
dogs-tag: सुप्रीम कोर्ट का निर्देश <box>965 1055 1141 1085</box>
teaser-strip <box>4 22 1509 164</box>
adr-bullet: ● तमिलनाडु के सीएम स्टालिन पर दर्ज हैं 47 आपराधिक मामले <box>873 2105 1074 2147</box>
adr-tag: एडीआर की रिपोर्ट <box>664 1935 801 1967</box>
photo-credit: ● एजेंसी <box>511 835 544 846</box>
print-color-bar <box>4 2411 1509 2425</box>
